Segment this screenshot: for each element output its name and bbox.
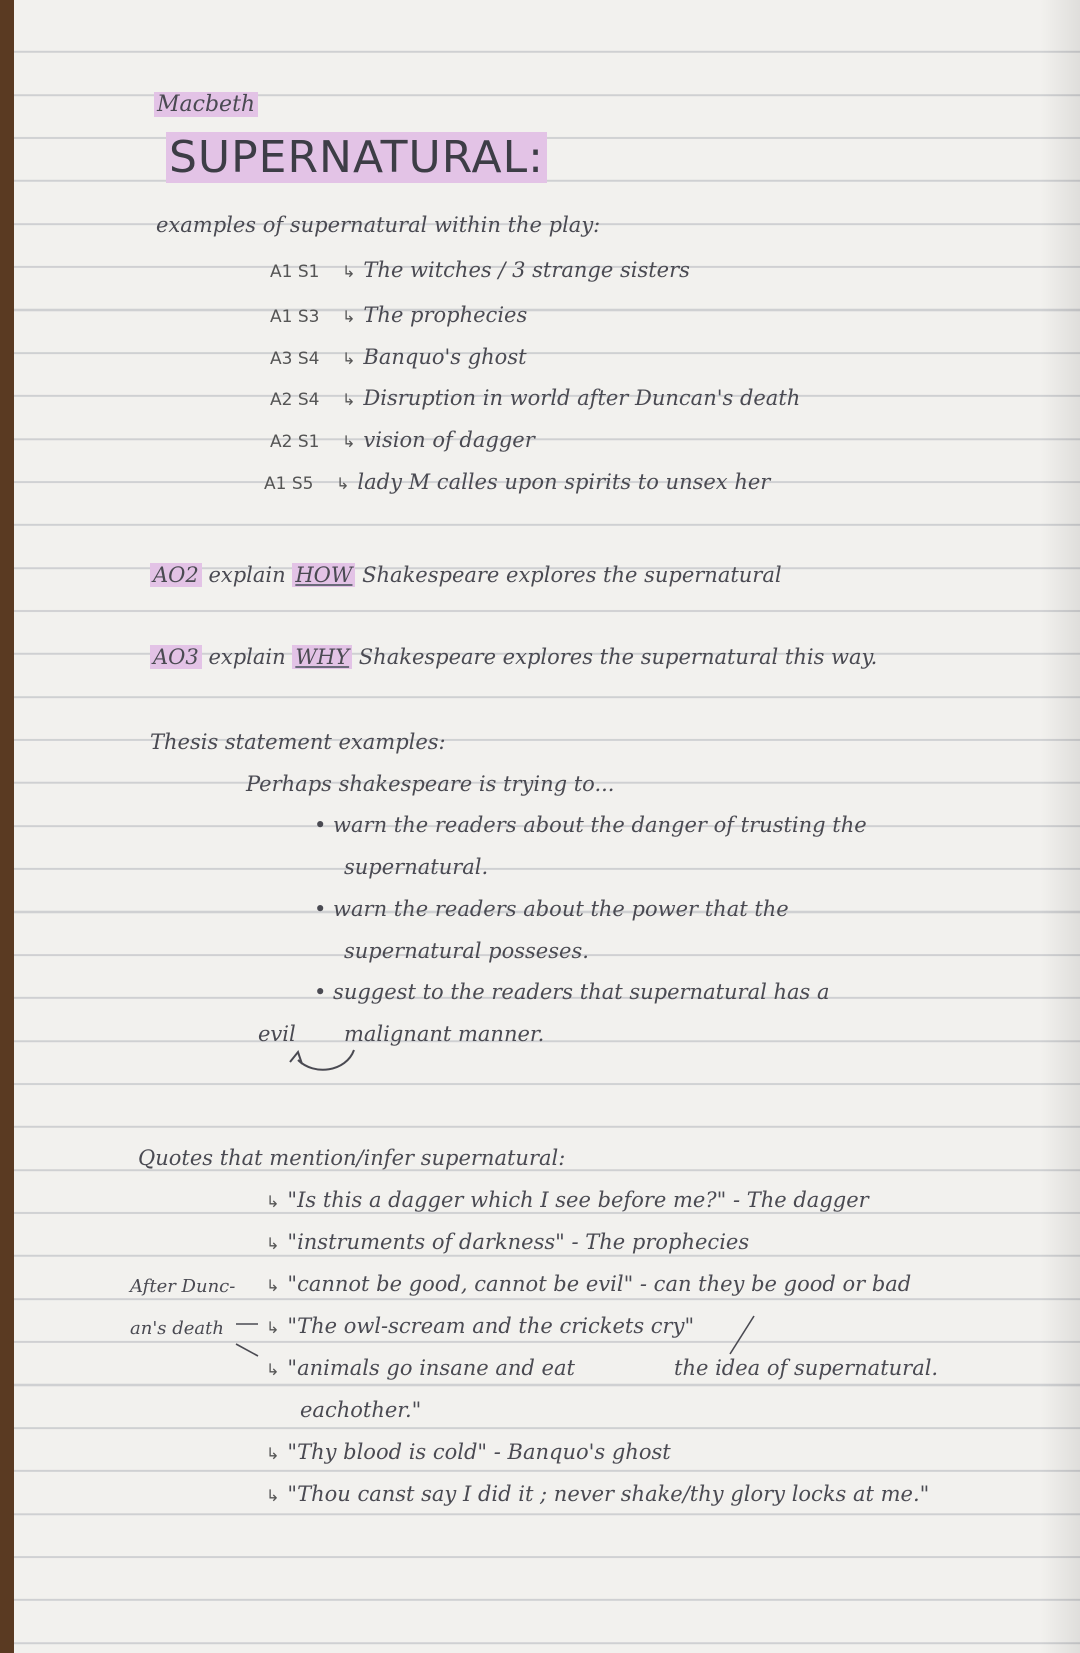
example-text: The witches / 3 strange sisters [363, 258, 690, 282]
quote-text: "Is this a dagger which I see before me?" - The dagger [287, 1188, 869, 1212]
ao3-text: Shakespeare explores the supernatural this way. [358, 645, 878, 669]
hook-arrow-icon: ↳ [266, 1234, 280, 1253]
hook-arrow-icon: ↳ [342, 307, 356, 326]
hook-arrow-icon: ↳ [266, 1360, 280, 1379]
subject-text: Macbeth [154, 92, 258, 117]
example-item [270, 386, 800, 410]
quote-text: "animals go insane and eat [287, 1356, 575, 1380]
thesis-intro: Perhaps shakespeare is trying to... [246, 772, 615, 796]
quote-text: "Thou canst say I did it ; never shake/thy glory locks at me." [287, 1482, 930, 1506]
quote-line [266, 1230, 749, 1254]
ao3-label: AO3 [150, 645, 202, 669]
margin-note-after: After Dunc- [130, 1276, 236, 1297]
quote-text: "Thy blood is cold" - Banquo's ghost [287, 1440, 671, 1464]
ao3-line [150, 645, 877, 669]
quote-text: "The owl-scream and the crickets cry" [287, 1314, 695, 1338]
subject-label [154, 92, 258, 117]
quote-line [266, 1482, 929, 1506]
act-scene-ref: A2 S1 [270, 432, 320, 452]
thesis-bullet: • suggest to the readers that supernatural has a [314, 980, 830, 1004]
quote-line [266, 1356, 575, 1380]
example-item [270, 345, 527, 369]
examples-heading: examples of supernatural within the play: [156, 213, 601, 237]
hook-arrow-icon: ↳ [342, 349, 356, 368]
act-scene-ref: A1 S3 [270, 307, 320, 327]
ao2-text: Shakespeare explores the supernatural [362, 563, 782, 587]
example-text: The prophecies [363, 303, 528, 327]
hook-arrow-icon: ↳ [266, 1486, 280, 1505]
ao2-keyword: HOW [292, 563, 355, 587]
example-text: Disruption in world after Duncan's death [363, 386, 801, 410]
act-scene-ref: A3 S4 [270, 349, 320, 369]
example-text: vision of dagger [363, 428, 535, 452]
thesis-bullet: • warn the readers about the danger of trusting the [314, 813, 867, 837]
quote-text: "instruments of darkness" - The prophecies [287, 1230, 750, 1254]
margin-slash-line [236, 1344, 258, 1356]
hook-arrow-icon: ↳ [266, 1276, 280, 1295]
example-text: Banquo's ghost [363, 345, 527, 369]
hook-arrow-icon: ↳ [266, 1444, 280, 1463]
quotes-heading: Quotes that mention/infer supernatural: [138, 1146, 566, 1170]
quote-side-note: the idea of supernatural. [674, 1356, 939, 1380]
bracket-slash-line [730, 1316, 754, 1354]
example-text: lady M calles upon spirits to unsex her [357, 470, 771, 494]
quote-line-cont: eachother." [300, 1398, 422, 1422]
thesis-bullet-cont: supernatural posseses. [344, 939, 589, 963]
thesis-bullet-cont: malignant manner. [344, 1022, 545, 1046]
hook-arrow-icon: ↳ [266, 1192, 280, 1211]
margin-note-death: an's death [130, 1318, 224, 1339]
hook-arrow-icon: ↳ [342, 262, 356, 281]
ao3-pre: explain [208, 645, 286, 669]
act-scene-ref: A1 S5 [264, 474, 314, 494]
example-item [270, 258, 690, 282]
notebook-page [14, 0, 1080, 1653]
ao3-keyword: WHY [292, 645, 352, 669]
ao2-label: AO2 [150, 563, 202, 587]
act-scene-ref: A2 S4 [270, 390, 320, 410]
margin-note-evil: evil [258, 1022, 296, 1046]
hook-arrow-icon: ↳ [266, 1318, 280, 1337]
thesis-heading: Thesis statement examples: [150, 730, 446, 754]
ao2-pre: explain [208, 563, 286, 587]
page-edge-shadow [1040, 0, 1080, 1653]
example-item [270, 303, 527, 327]
hook-arrow-icon: ↳ [342, 432, 356, 451]
example-item [264, 470, 770, 494]
thesis-bullet: • warn the readers about the power that the [314, 897, 789, 921]
quote-line [266, 1272, 911, 1296]
curved-arrow-icon [284, 1046, 364, 1080]
thesis-bullet-cont: supernatural. [344, 855, 489, 879]
title-text: SUPERNATURAL: [166, 132, 547, 183]
example-item [270, 428, 535, 452]
hook-arrow-icon: ↳ [342, 390, 356, 409]
page-title [166, 132, 547, 183]
act-scene-ref: A1 S1 [270, 262, 320, 282]
quote-line [266, 1440, 671, 1464]
ao2-line [150, 563, 782, 587]
quote-text: "cannot be good, cannot be evil" - can they be good or bad [287, 1272, 912, 1296]
quote-line [266, 1188, 869, 1212]
hook-arrow-icon: ↳ [336, 474, 350, 493]
